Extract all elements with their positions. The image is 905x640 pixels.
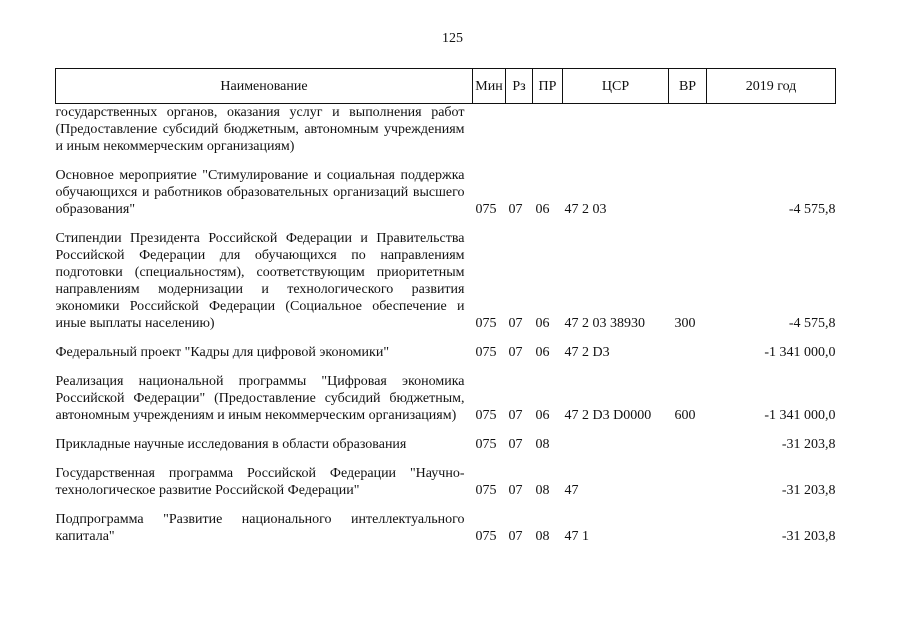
row-min: 075: [475, 437, 497, 452]
table-header-row: [56, 69, 836, 104]
row-pr: 08: [535, 483, 550, 498]
row-amount: -1 341 000,0: [764, 408, 836, 423]
row-vr: [669, 167, 707, 218]
header-rz: Рз: [506, 69, 533, 104]
row-pr: 08: [535, 437, 550, 452]
row-amount: -31 203,8: [781, 437, 836, 452]
table-row: [56, 436, 836, 453]
row-min: 075: [475, 408, 497, 423]
row-vr: 600: [674, 408, 696, 423]
row-min: [473, 104, 506, 156]
header-min: Мин: [473, 69, 506, 104]
row-vr: [669, 344, 707, 361]
row-amount: [707, 104, 836, 156]
row-csr: 47 2 D3 D0000: [564, 408, 652, 423]
row-csr: [563, 104, 669, 156]
row-csr: 47: [564, 483, 579, 498]
page-number: 125: [442, 31, 463, 46]
row-pr: 06: [535, 202, 550, 217]
row-name: Прикладные научные исследования в области образования: [55, 437, 407, 452]
table-row: [56, 230, 836, 332]
row-min: 075: [475, 316, 497, 331]
row-pr: 06: [535, 316, 550, 331]
row-amount: -4 575,8: [788, 202, 836, 217]
row-csr: 47 1: [564, 529, 589, 544]
row-rz: 07: [508, 316, 523, 331]
row-vr: [669, 436, 707, 453]
row-rz: 07: [508, 529, 523, 544]
row-vr: [669, 511, 707, 545]
row-min: 075: [475, 202, 497, 217]
row-amount: -1 341 000,0: [764, 345, 836, 360]
row-pr: 06: [535, 345, 550, 360]
row-amount: -31 203,8: [781, 529, 836, 544]
row-pr: 08: [535, 529, 550, 544]
row-rz: 07: [508, 483, 523, 498]
row-vr: [669, 104, 707, 156]
row-min: 075: [475, 483, 497, 498]
row-rz: 07: [508, 202, 523, 217]
row-csr: 47 2 D3: [564, 345, 610, 360]
table-row: [56, 465, 836, 499]
table-row: [56, 104, 836, 156]
header-csr: ЦСР: [563, 69, 669, 104]
row-name: Государственная программа Российской Федерации "Научно-технологическое развитие Российской Федерации": [55, 466, 465, 498]
row-min: 075: [475, 529, 497, 544]
row-vr: [669, 465, 707, 499]
header-vr: ВР: [669, 69, 707, 104]
row-amount: -31 203,8: [781, 483, 836, 498]
table-row: [56, 344, 836, 361]
row-name: Подпрограмма "Развитие национального интеллектуального капитала": [55, 512, 465, 544]
row-csr: 47 2 03 38930: [564, 316, 645, 331]
header-name: Наименование: [56, 69, 473, 104]
header-pr: ПР: [533, 69, 563, 104]
table-row: [56, 167, 836, 218]
row-name: государственных органов, оказания услуг и выполнения работ (Предоставление субсидий бюджетным, автономным учреждениям и иным некоммерческим организациям): [55, 105, 465, 154]
row-min: 075: [475, 345, 497, 360]
row-name: Основное мероприятие "Стимулирование и социальная поддержка обучающихся и работников образовательных организаций высшего образования": [55, 168, 465, 217]
row-name: Реализация национальной программы "Цифровая экономика Российской Федерации" (Предоставление субсидий бюджетным, автономным учреждениям и иным некоммерческим организациям): [55, 374, 465, 423]
row-pr: 06: [535, 408, 550, 423]
row-name: Стипендии Президента Российской Федерации и Правительства Российской Федерации для обучающихся по направлениям подготовки (специальностям), соответствующим приоритетным направлениям модернизации и технологического развития экономики Российской Федерации (Социальное обеспечение и иные выплаты населению): [55, 231, 465, 331]
row-vr: 300: [674, 316, 696, 331]
row-rz: [506, 104, 533, 156]
row-csr: [563, 436, 669, 453]
table-row: [56, 373, 836, 424]
header-year: 2019 год: [707, 69, 836, 104]
budget-table: [55, 68, 836, 545]
row-pr: [533, 104, 563, 156]
row-rz: 07: [508, 437, 523, 452]
row-amount: -4 575,8: [788, 316, 836, 331]
row-name: Федеральный проект "Кадры для цифровой экономики": [55, 345, 390, 360]
row-rz: 07: [508, 408, 523, 423]
row-rz: 07: [508, 345, 523, 360]
table-row: [56, 511, 836, 545]
row-csr: 47 2 03: [564, 202, 607, 217]
